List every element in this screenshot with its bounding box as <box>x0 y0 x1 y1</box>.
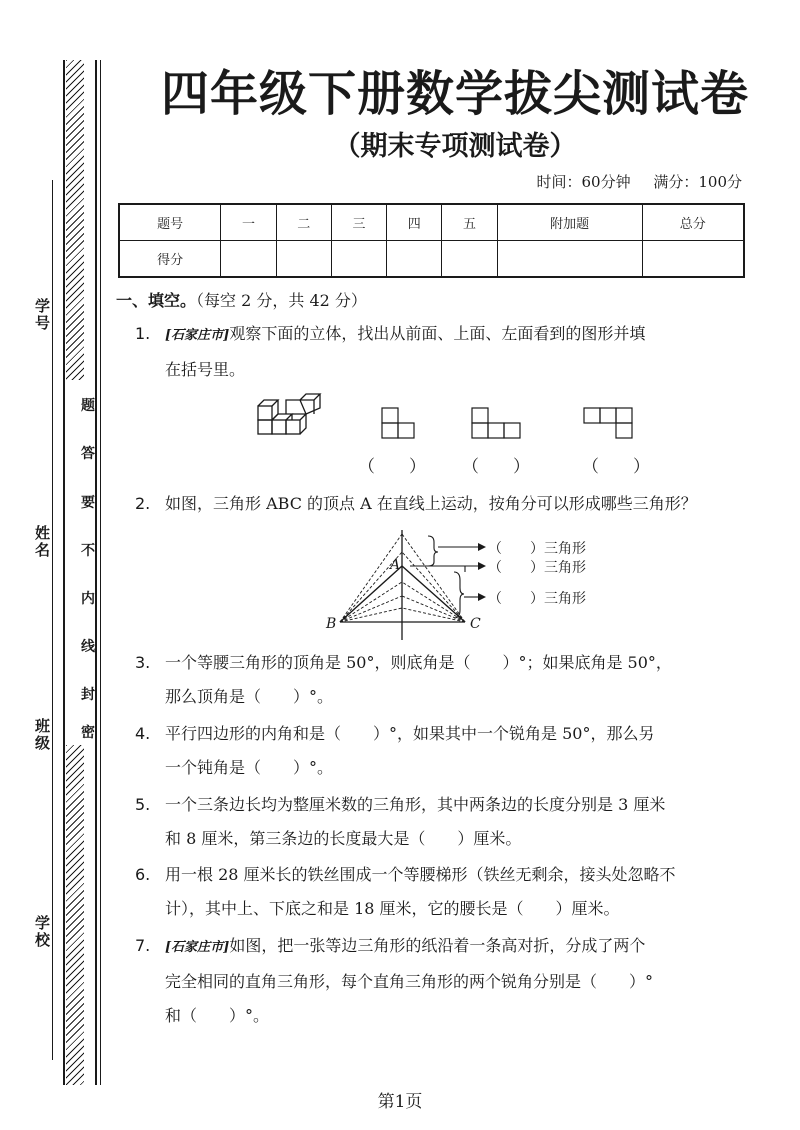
score-cell[interactable] <box>331 241 386 278</box>
question-number: 2. <box>135 494 151 513</box>
score-cell[interactable] <box>497 241 642 278</box>
question-text: 一个三条边长均为整厘米数的三角形，其中两条边的长度分别是 3 厘米 <box>165 795 666 814</box>
question-number: 4. <box>135 724 151 743</box>
vertex-b-label: B <box>326 616 337 632</box>
name-label: 姓名 <box>33 525 51 559</box>
question-2 <box>135 487 697 521</box>
question-1 <box>135 317 645 387</box>
question-6 <box>135 858 676 926</box>
table-cell: 一 <box>221 204 276 241</box>
left-view-figure <box>584 408 632 438</box>
table-cell: 四 <box>387 204 442 241</box>
score-cell[interactable] <box>642 241 744 278</box>
table-cell: 题号 <box>119 204 221 241</box>
seal-char-xian: 线 <box>81 639 95 655</box>
time-limit: 时间：60分钟 <box>536 173 631 191</box>
question-text: 一个等腰三角形的顶角是 50°，则底角是（ ）°；如果底角是 50°， <box>165 653 672 672</box>
score-cell[interactable] <box>442 241 497 278</box>
answer-triangle-type[interactable]: （ ）三角形 <box>488 591 586 607</box>
question-7 <box>135 929 653 1033</box>
table-cell: 五 <box>442 204 497 241</box>
question-5 <box>135 788 665 856</box>
seal-char-bu: 不 <box>81 543 95 559</box>
seal-char-da: 答 <box>81 446 95 462</box>
vertex-a-label: A <box>390 557 401 573</box>
class-label: 班级 <box>33 718 51 752</box>
score-cell[interactable] <box>221 241 276 278</box>
table-cell: 附加题 <box>497 204 642 241</box>
answer-triangle-type[interactable]: （ ）三角形 <box>488 560 586 576</box>
q1-figures <box>0 388 800 448</box>
seal-char-mi: 密 <box>81 725 95 741</box>
question-text: 观察下面的立体，找出从前面、上面、左面看到的图形并填 <box>229 324 646 343</box>
score-cell[interactable] <box>276 241 331 278</box>
question-text: 如图，三角形 ABC 的顶点 A 在直线上运动，按角分可以形成哪些三角形？ <box>165 494 697 513</box>
top-view-figure <box>472 408 520 438</box>
question-text: 在括号里。 <box>165 360 246 379</box>
question-text: 和（ ）°。 <box>165 1006 270 1025</box>
page-title: 四年级下册数学拔尖测试卷 <box>160 66 749 122</box>
answer-paren[interactable]: （ ） <box>462 457 530 477</box>
exam-info <box>518 171 742 192</box>
question-number: 6. <box>135 865 151 884</box>
q2-triangle-figure <box>0 522 800 642</box>
question-text: 计），其中上、下底之和是 18 厘米，它的腰长是（ ）厘米。 <box>165 899 620 918</box>
question-number: 3. <box>135 653 151 672</box>
score-cell[interactable] <box>387 241 442 278</box>
cube-solid-figure <box>258 394 320 434</box>
answer-paren[interactable]: （ ） <box>582 457 650 477</box>
seal-char-nei: 内 <box>81 591 95 607</box>
answer-paren[interactable]: （ ） <box>358 457 426 477</box>
question-number: 7. <box>135 936 151 955</box>
full-score: 满分：100分 <box>653 173 742 191</box>
section-heading <box>116 288 367 311</box>
question-3 <box>135 646 672 714</box>
question-text: 用一根 28 厘米长的铁丝围成一个等腰梯形（铁丝无剩余，接头处忽略不 <box>165 865 676 884</box>
question-text: 平行四边形的内角和是（ ）°，如果其中一个锐角是 50°，那么另 <box>165 724 655 743</box>
seal-char-yao: 要 <box>81 495 95 511</box>
question-text: 和 8 厘米，第三条边的长度最大是（ ）厘米。 <box>165 829 522 848</box>
question-text: 一个钝角是（ ）°。 <box>165 758 334 777</box>
student-id-label: 学号 <box>33 298 51 332</box>
question-number: 1. <box>135 324 151 343</box>
question-source-tag: [石家庄市] <box>165 940 230 955</box>
table-cell: 二 <box>276 204 331 241</box>
question-source-tag: [石家庄市] <box>165 328 230 343</box>
question-text: 那么顶角是（ ）°。 <box>165 687 334 706</box>
page-subtitle: （期末专项测试卷） <box>333 131 577 162</box>
seal-char-ti: 题 <box>81 398 95 414</box>
table-cell: 三 <box>331 204 386 241</box>
section-points: （每空 2 分，共 42 分） <box>196 291 367 310</box>
margin-hatch-top <box>66 60 84 380</box>
school-label: 学校 <box>33 915 51 949</box>
seal-char-feng: 封 <box>81 687 95 703</box>
question-4 <box>135 717 654 785</box>
question-text: 如图，把一张等边三角形的纸沿着一条高对折，分成了两个 <box>229 936 646 955</box>
page-number: 第1页 <box>377 1092 423 1112</box>
score-table-score-row <box>119 241 744 278</box>
answer-triangle-type[interactable]: （ ）三角形 <box>488 541 586 557</box>
table-cell: 得分 <box>119 241 221 278</box>
section-title: 一、填空。 <box>116 291 197 310</box>
table-cell: 总分 <box>642 204 744 241</box>
question-number: 5. <box>135 795 151 814</box>
score-table-header-row <box>119 204 744 241</box>
question-text: 完全相同的直角三角形，每个直角三角形的两个锐角分别是（ ）° <box>165 972 654 991</box>
margin-hatch-bottom <box>66 745 84 1085</box>
vertex-c-label: C <box>470 616 481 632</box>
score-table <box>118 203 745 278</box>
front-view-figure <box>382 408 414 438</box>
